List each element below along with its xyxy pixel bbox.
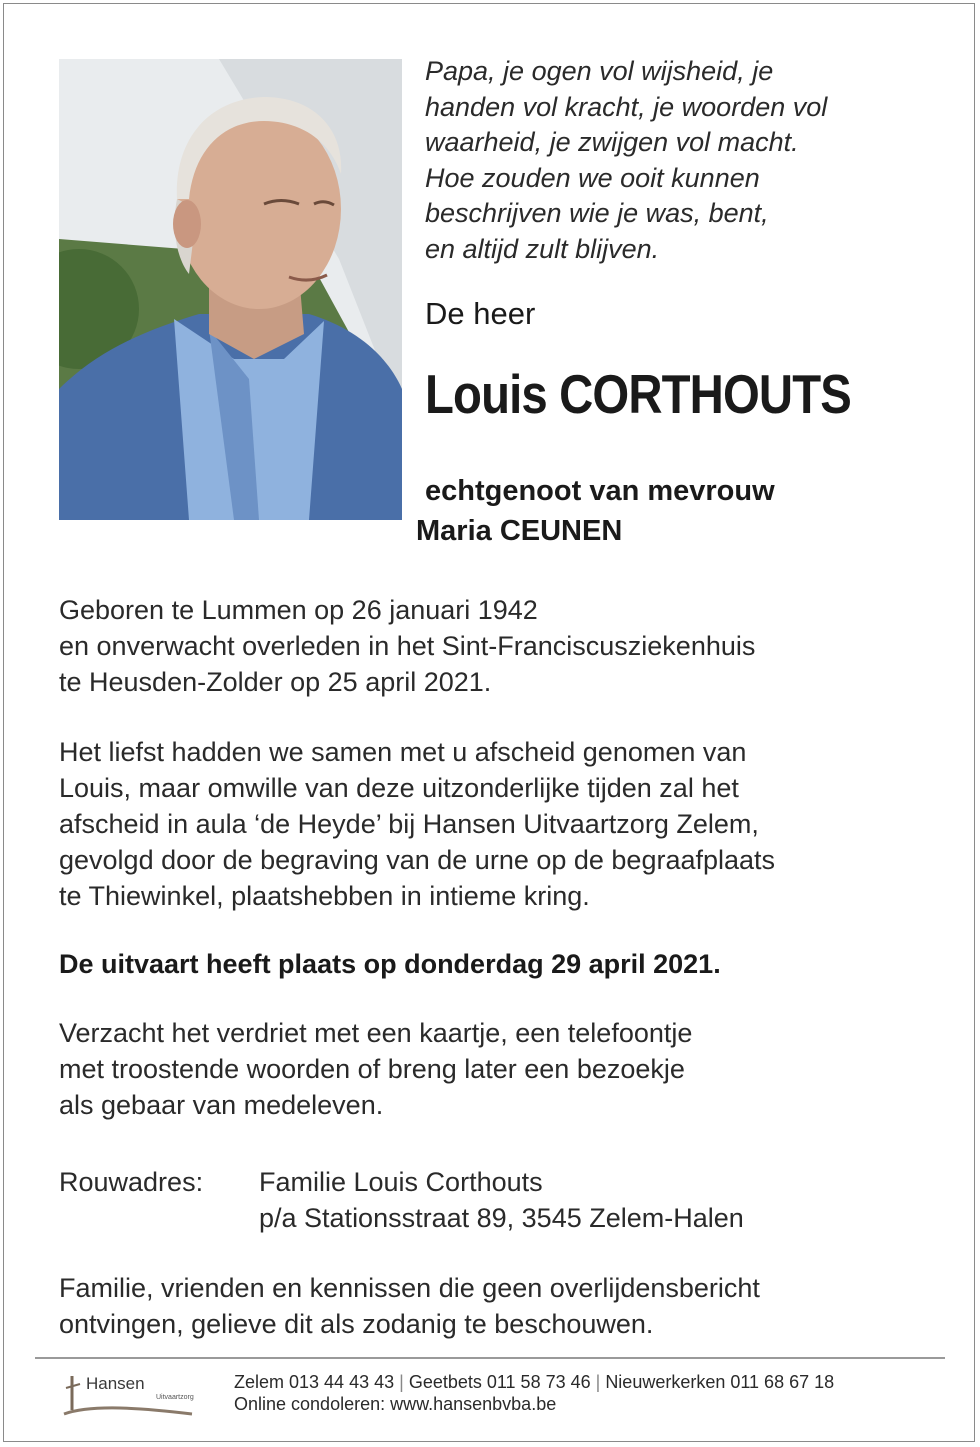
logo-subtitle: Uitvaartzorg: [156, 1394, 194, 1401]
spouse-name: Maria CEUNEN: [416, 515, 623, 547]
poem-line: en altijd zult blijven.: [425, 233, 660, 264]
text-line: en onverwacht overleden in het Sint-Franciscusziekenhuis: [59, 631, 756, 661]
ceremony-paragraph: [59, 734, 939, 914]
separator: |: [595, 1372, 601, 1392]
text-line: Verzacht het verdriet met een kaartje, een telefoontje: [59, 1018, 693, 1048]
phone-geetbets[interactable]: Geetbets 011 58 73 46: [408, 1372, 591, 1392]
text-line: Familie, vrienden en kennissen die geen overlijdensbericht: [59, 1273, 760, 1303]
deceased-name: Louis CORTHOUTS: [425, 363, 851, 425]
poem-line: beschrijven wie je was, bent,: [425, 198, 769, 228]
text-line: met troostende woorden of breng later een bezoekje: [59, 1054, 685, 1084]
address-line: p/a Stationsstraat 89, 3545 Zelem-Halen: [259, 1203, 744, 1233]
spouse-line: echtgenoot van mevrouw: [425, 475, 775, 507]
text-line: als gebaar van medeleven.: [59, 1090, 384, 1120]
honorific: De heer: [425, 296, 536, 331]
logo-name: Hansen: [86, 1374, 145, 1393]
poem-line: Hoe zouden we ooit kunnen: [425, 162, 760, 193]
text-line: gevolgd door de begraving van de urne op de begraafplaats: [59, 845, 776, 875]
address-line: Familie Louis Corthouts: [259, 1167, 543, 1197]
text-line: afscheid in aula ‘de Heyde’ bij Hansen Uitvaartzorg Zelem,: [59, 809, 759, 839]
text-line: te Heusden-Zolder op 25 april 2021.: [59, 667, 492, 697]
footer-divider: [35, 1357, 945, 1359]
poem-line: handen vol kracht, je woorden vol: [425, 91, 828, 122]
phone-zelem[interactable]: Zelem 013 44 43 43: [234, 1372, 395, 1392]
footer-contact: [234, 1371, 834, 1415]
birth-death-paragraph: [59, 592, 939, 700]
funeral-home-logo: [62, 1370, 202, 1420]
online-condolence-link[interactable]: Online condoleren: www.hansenbvba.be: [234, 1394, 557, 1414]
funeral-date: [59, 946, 939, 982]
poem-line: waarheid, je zwijgen vol macht.: [425, 127, 799, 157]
portrait-photo: [59, 59, 402, 520]
separator: |: [399, 1372, 404, 1392]
condolence-paragraph: [59, 1015, 939, 1123]
text-line: ontvingen, gelieve dit als zodanig te beschouwen.: [59, 1309, 654, 1339]
poem: [425, 54, 945, 267]
text-line: Geboren te Lummen op 26 januari 1942: [59, 595, 538, 625]
phone-line: [234, 1371, 834, 1393]
address-label: Rouwadres:: [59, 1167, 204, 1197]
notice-paragraph: [59, 1270, 939, 1342]
text-line: Het liefst hadden we samen met u afscheid genomen van: [59, 737, 747, 767]
text-line: te Thiewinkel, plaatshebben in intieme kring.: [59, 881, 590, 911]
text-line: Louis, maar omwille van deze uitzonderlijke tijden zal het: [59, 773, 739, 803]
phone-nieuwerkerken[interactable]: Nieuwerkerken 011 68 67 18: [605, 1372, 835, 1392]
poem-line: Papa, je ogen vol wijsheid, je: [425, 56, 774, 86]
text-line: De uitvaart heeft plaats op donderdag 29 april 2021.: [59, 949, 721, 979]
